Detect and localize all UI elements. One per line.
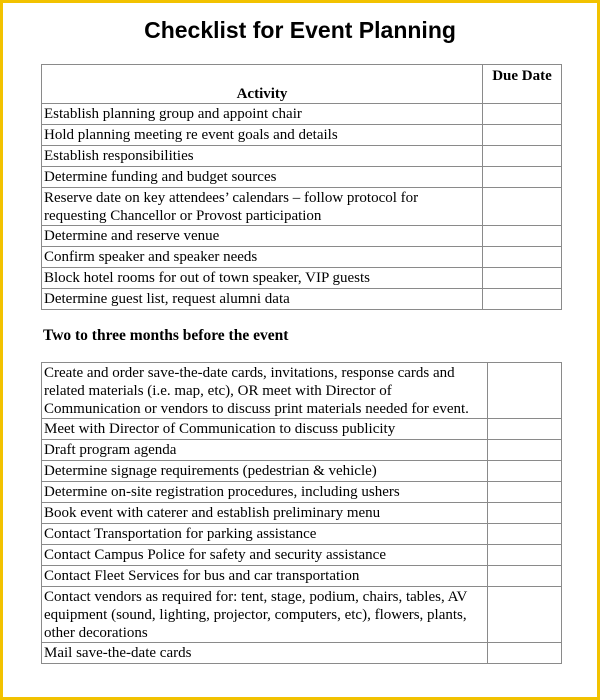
- table-row: [42, 289, 562, 310]
- due-date-cell[interactable]: [488, 587, 562, 643]
- document-page: [3, 3, 597, 697]
- due-date-cell[interactable]: [488, 482, 562, 503]
- activity-cell: Confirm speaker and speaker needs: [42, 247, 483, 268]
- due-date-cell[interactable]: [488, 643, 562, 664]
- table-row: [42, 125, 562, 146]
- table-row: [42, 226, 562, 247]
- activity-cell: Book event with caterer and establish preliminary menu: [42, 503, 488, 524]
- due-date-cell[interactable]: [488, 545, 562, 566]
- activity-cell: Mail save-the-date cards: [42, 643, 488, 664]
- due-date-cell[interactable]: [488, 566, 562, 587]
- table-row: [42, 545, 562, 566]
- activity-cell: Contact Fleet Services for bus and car transportation: [42, 566, 488, 587]
- planning-checklist-table: [41, 64, 562, 310]
- due-date-cell[interactable]: [483, 226, 562, 247]
- activity-cell: Determine guest list, request alumni data: [42, 289, 483, 310]
- due-date-cell[interactable]: [488, 363, 562, 419]
- due-date-cell[interactable]: [483, 188, 562, 226]
- table-row: [42, 268, 562, 289]
- table-row: [42, 247, 562, 268]
- table-row: [42, 188, 562, 226]
- table-row: [42, 363, 562, 419]
- activity-cell: Contact vendors as required for: tent, stage, podium, chairs, tables, AV equipment (sound, lighting, projector, computers, etc), flowers, plants, other decorations: [42, 587, 488, 643]
- table-row: [42, 482, 562, 503]
- activity-cell: Draft program agenda: [42, 440, 488, 461]
- activity-cell: Determine on-site registration procedures, including ushers: [42, 482, 488, 503]
- due-date-cell[interactable]: [483, 167, 562, 188]
- table-row: [42, 566, 562, 587]
- activity-cell: Establish responsibilities: [42, 146, 483, 167]
- table-row: [42, 104, 562, 125]
- two-to-three-months-table: [41, 362, 562, 664]
- activity-cell: Reserve date on key attendees’ calendars – follow protocol for requesting Chancellor or Provost participation: [42, 188, 483, 226]
- activity-cell: Determine and reserve venue: [42, 226, 483, 247]
- page-title: Checklist for Event Planning: [144, 17, 456, 43]
- activity-cell: Meet with Director of Communication to discuss publicity: [42, 419, 488, 440]
- due-date-cell[interactable]: [488, 524, 562, 545]
- due-date-cell[interactable]: [483, 247, 562, 268]
- due-date-cell[interactable]: [483, 104, 562, 125]
- due-date-column-header: Due Date: [483, 65, 562, 104]
- due-date-cell[interactable]: [483, 268, 562, 289]
- table-row: [42, 146, 562, 167]
- activity-cell: Create and order save-the-date cards, invitations, response cards and related materials (i.e. map, etc), OR meet with Director of Communication or vendors to discuss print materials needed for event.: [42, 363, 488, 419]
- table-row: [42, 461, 562, 482]
- activity-cell: Hold planning meeting re event goals and details: [42, 125, 483, 146]
- due-date-cell[interactable]: [488, 461, 562, 482]
- table-row: [42, 419, 562, 440]
- activity-cell: Block hotel rooms for out of town speaker, VIP guests: [42, 268, 483, 289]
- activity-cell: Establish planning group and appoint chair: [42, 104, 483, 125]
- activity-cell: Determine funding and budget sources: [42, 167, 483, 188]
- due-date-cell[interactable]: [488, 419, 562, 440]
- table-header-row: [42, 65, 562, 104]
- activity-column-header: Activity: [42, 65, 483, 104]
- table-row: [42, 524, 562, 545]
- activity-cell: Contact Transportation for parking assistance: [42, 524, 488, 545]
- activity-cell: Contact Campus Police for safety and security assistance: [42, 545, 488, 566]
- table-row: [42, 587, 562, 643]
- due-date-cell[interactable]: [488, 440, 562, 461]
- section-heading: Two to three months before the event: [43, 327, 289, 344]
- activity-cell: Determine signage requirements (pedestrian & vehicle): [42, 461, 488, 482]
- due-date-cell[interactable]: [483, 146, 562, 167]
- table-row: [42, 440, 562, 461]
- due-date-cell[interactable]: [488, 503, 562, 524]
- table-row: [42, 167, 562, 188]
- table-row: [42, 643, 562, 664]
- table-row: [42, 503, 562, 524]
- due-date-cell[interactable]: [483, 125, 562, 146]
- due-date-cell[interactable]: [483, 289, 562, 310]
